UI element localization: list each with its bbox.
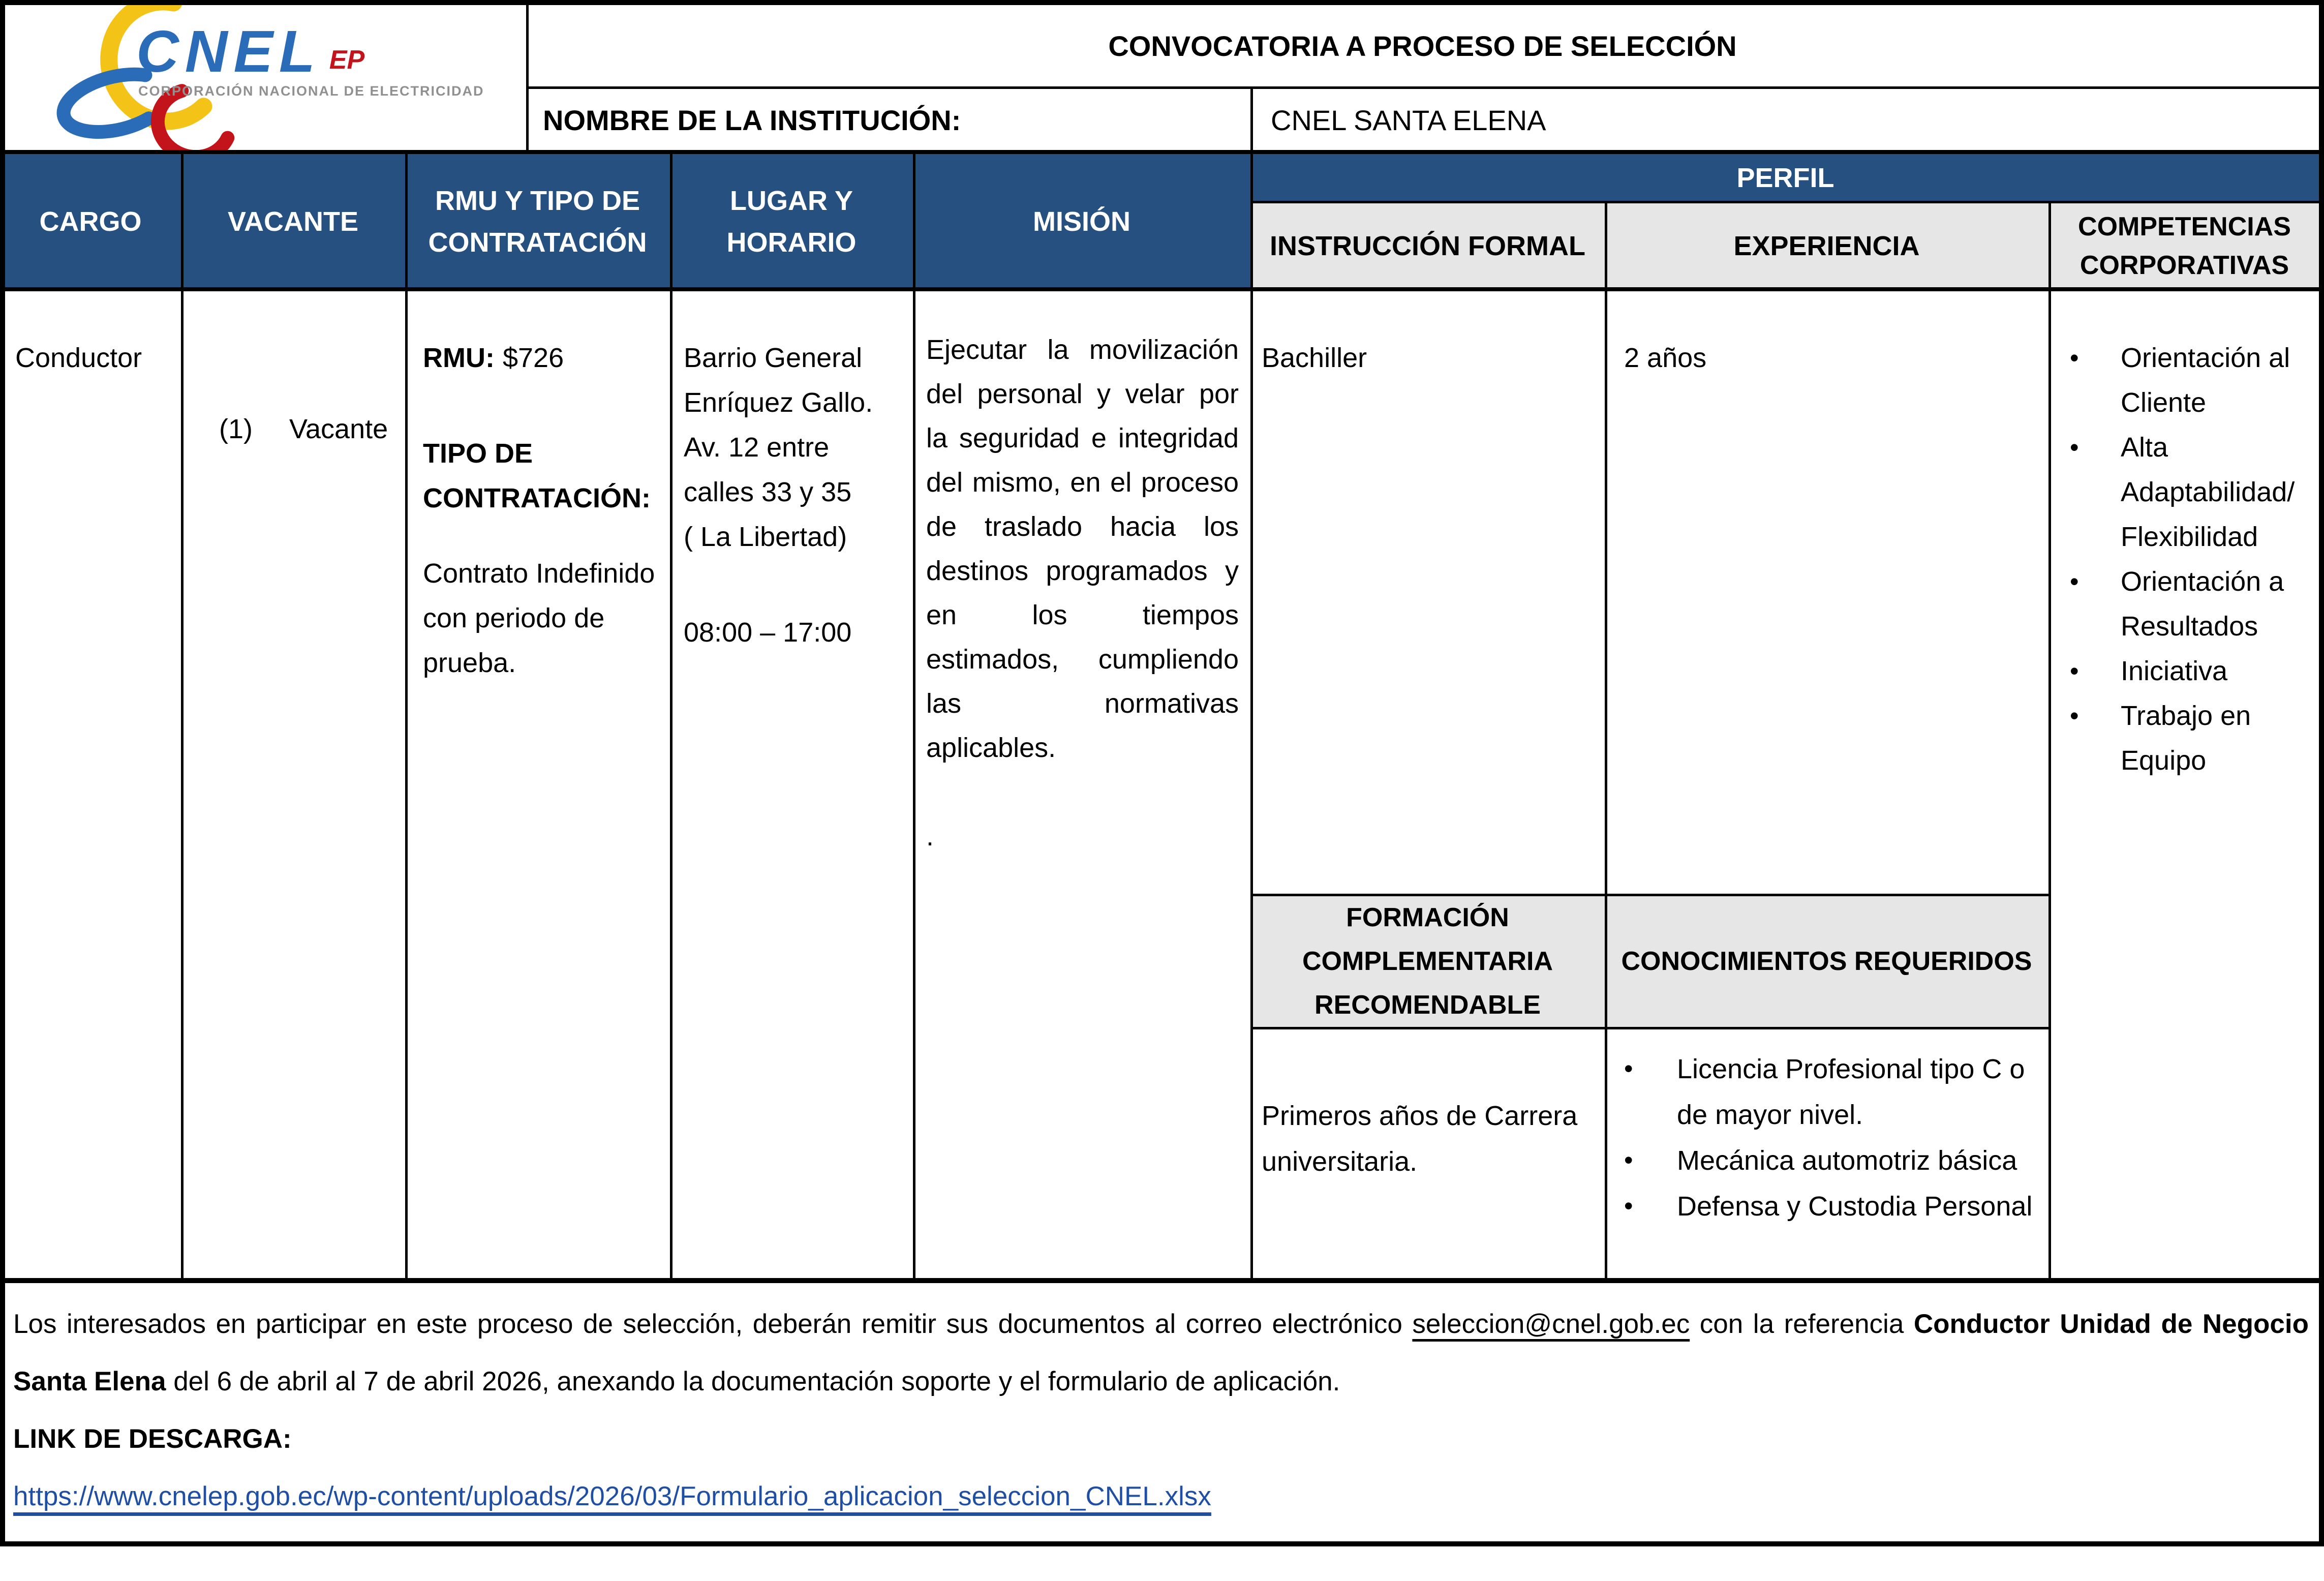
logo-brand-text: CNEL	[136, 18, 321, 84]
institution-value: CNEL SANTA ELENA	[1271, 104, 1546, 136]
cell-conocimientos-list	[1624, 1046, 2041, 1229]
lugar-line: ( La Libertad)	[684, 522, 847, 552]
bullet-icon: •	[1624, 1146, 1633, 1174]
column-header-lugar: LUGAR Y HORARIO	[726, 186, 857, 258]
list-item: • Trabajo en Equipo	[2070, 693, 2317, 783]
download-link-label: LINK DE DESCARGA:	[13, 1424, 292, 1454]
grid-line	[0, 150, 2324, 154]
grid-line	[0, 0, 5, 1546]
cell-lugar-horario	[684, 336, 900, 655]
cell-vacante	[219, 407, 402, 451]
grid-line	[1250, 1027, 2051, 1029]
list-item: • Licencia Profesional tipo C o de mayor nivel.	[1624, 1046, 2041, 1138]
subheader-conocimientos: CONOCIMIENTOS REQUERIDOS	[1621, 947, 2032, 976]
bullet-icon: •	[2070, 433, 2079, 462]
subheader-instruccion-formal: INSTRUCCIÓN FORMAL	[1270, 231, 1585, 261]
bullet-icon: •	[2070, 567, 2079, 596]
instructions-text: Los interesados en participar en este proceso de selección, deberán remitir sus documentos al correo electrónico	[13, 1309, 1413, 1339]
cell-mision	[926, 328, 1239, 859]
rmu-value: $726	[502, 343, 564, 373]
column-header-rmu: RMU Y TIPO DE CONTRATACIÓN	[428, 186, 647, 258]
rmu-label: RMU:	[423, 343, 495, 373]
rmu-line	[423, 336, 658, 380]
instructions-text: con la referencia	[1690, 1309, 1914, 1339]
institution-label: NOMBRE DE LA INSTITUCIÓN:	[543, 104, 961, 136]
grid-line	[405, 150, 408, 1281]
grid-line	[526, 0, 529, 153]
grid-line	[913, 150, 915, 1281]
grid-line	[0, 1541, 2324, 1546]
cell-experiencia: 2 años	[1624, 343, 1707, 373]
cell-rmu-tipo	[423, 336, 658, 685]
bullet-icon: •	[1624, 1054, 1633, 1083]
footer-note	[13, 1295, 2309, 1525]
application-instructions	[13, 1295, 2309, 1410]
logo-ep-text: EP	[329, 45, 365, 75]
download-link[interactable]: https://www.cnelep.gob.ec/wp-content/uploads/2026/03/Formulario_aplicacion_seleccion_CNEL.xlsx	[13, 1481, 1211, 1511]
grid-line	[1605, 201, 1607, 1281]
lugar-line: Enríquez Gallo.	[684, 387, 873, 418]
logo-wordmark	[136, 17, 364, 85]
list-item: • Orientación al Cliente	[2070, 336, 2317, 425]
mision-text: Ejecutar la movilización del personal y velar por la seguridad e integridad del mismo, en el proceso de traslado hacia los destinos programados y en los tiempos estimados, cumpliendo las normativas aplicables.	[926, 335, 1239, 763]
bullet-icon: •	[2070, 344, 2079, 372]
bullet-icon: •	[2070, 702, 2079, 730]
mision-trailing-dot: .	[926, 821, 934, 852]
bullet-icon: •	[2070, 657, 2079, 685]
lugar-line: Barrio General	[684, 343, 863, 373]
list-item: • Iniciativa	[2070, 649, 2317, 693]
column-header-perfil: PERFIL	[1736, 163, 1834, 193]
tipo-contratacion-label: TIPO DE CONTRATACIÓN:	[423, 438, 651, 513]
horario: 08:00 – 17:00	[684, 617, 852, 648]
list-item: • Alta Adaptabilidad/ Flexibilidad	[2070, 425, 2317, 559]
grid-line	[1250, 86, 1253, 1281]
cnel-logo	[20, 4, 524, 150]
grid-line	[0, 0, 2324, 5]
bullet-icon: •	[1624, 1192, 1633, 1220]
logo-tagline: CORPORACIÓN NACIONAL DE ELECTRICIDAD	[138, 83, 484, 99]
grid-line	[181, 150, 184, 1281]
reference-text: Conductor Unidad de Negocio Santa Elena	[13, 1309, 2309, 1396]
lugar-line: Av. 12 entre	[684, 432, 830, 463]
cell-instruccion-formal: Bachiller	[1262, 343, 1367, 373]
subheader-experiencia: EXPERIENCIA	[1733, 231, 1920, 261]
subheader-formacion-complementaria: FORMACIÓN COMPLEMENTARIA RECOMENDABLE	[1302, 903, 1553, 1020]
page-title: CONVOCATORIA A PROCESO DE SELECCIÓN	[1108, 29, 1737, 62]
column-header-mision: MISIÓN	[1032, 206, 1130, 237]
grid-line	[0, 287, 2324, 291]
list-item: • Orientación a Resultados	[2070, 559, 2317, 649]
cell-competencias-list	[2070, 336, 2317, 783]
grid-line	[2319, 0, 2324, 1546]
grid-line	[2048, 201, 2051, 1281]
column-header-vacante: VACANTE	[227, 206, 358, 237]
grid-line	[0, 1278, 2324, 1283]
tipo-contratacion-value: Contrato Indefinido con periodo de prueba.	[423, 558, 655, 678]
email-address: seleccion@cnel.gob.ec	[1412, 1309, 1690, 1339]
grid-line	[670, 150, 672, 1281]
cell-formacion-complementaria: Primeros años de Carrera universitaria.	[1262, 1101, 1578, 1177]
list-item: • Mecánica automotriz básica	[1624, 1138, 2041, 1183]
vacante-number: (1)	[219, 414, 253, 444]
subheader-competencias: COMPETENCIAS CORPORATIVAS	[2078, 212, 2291, 280]
cell-cargo: Conductor	[15, 343, 142, 373]
grid-line	[526, 86, 2320, 89]
list-item: • Defensa y Custodia Personal	[1624, 1183, 2041, 1229]
grid-line	[1250, 894, 2051, 896]
lugar-line: calles 33 y 35	[684, 477, 852, 507]
instructions-text: del 6 de abril al 7 de abril 2026, anexando la documentación soporte y el formulario de aplicación.	[166, 1366, 1340, 1396]
vacante-label: Vacante	[289, 414, 388, 444]
column-header-cargo: CARGO	[39, 206, 142, 237]
grid-line	[1250, 201, 2324, 203]
